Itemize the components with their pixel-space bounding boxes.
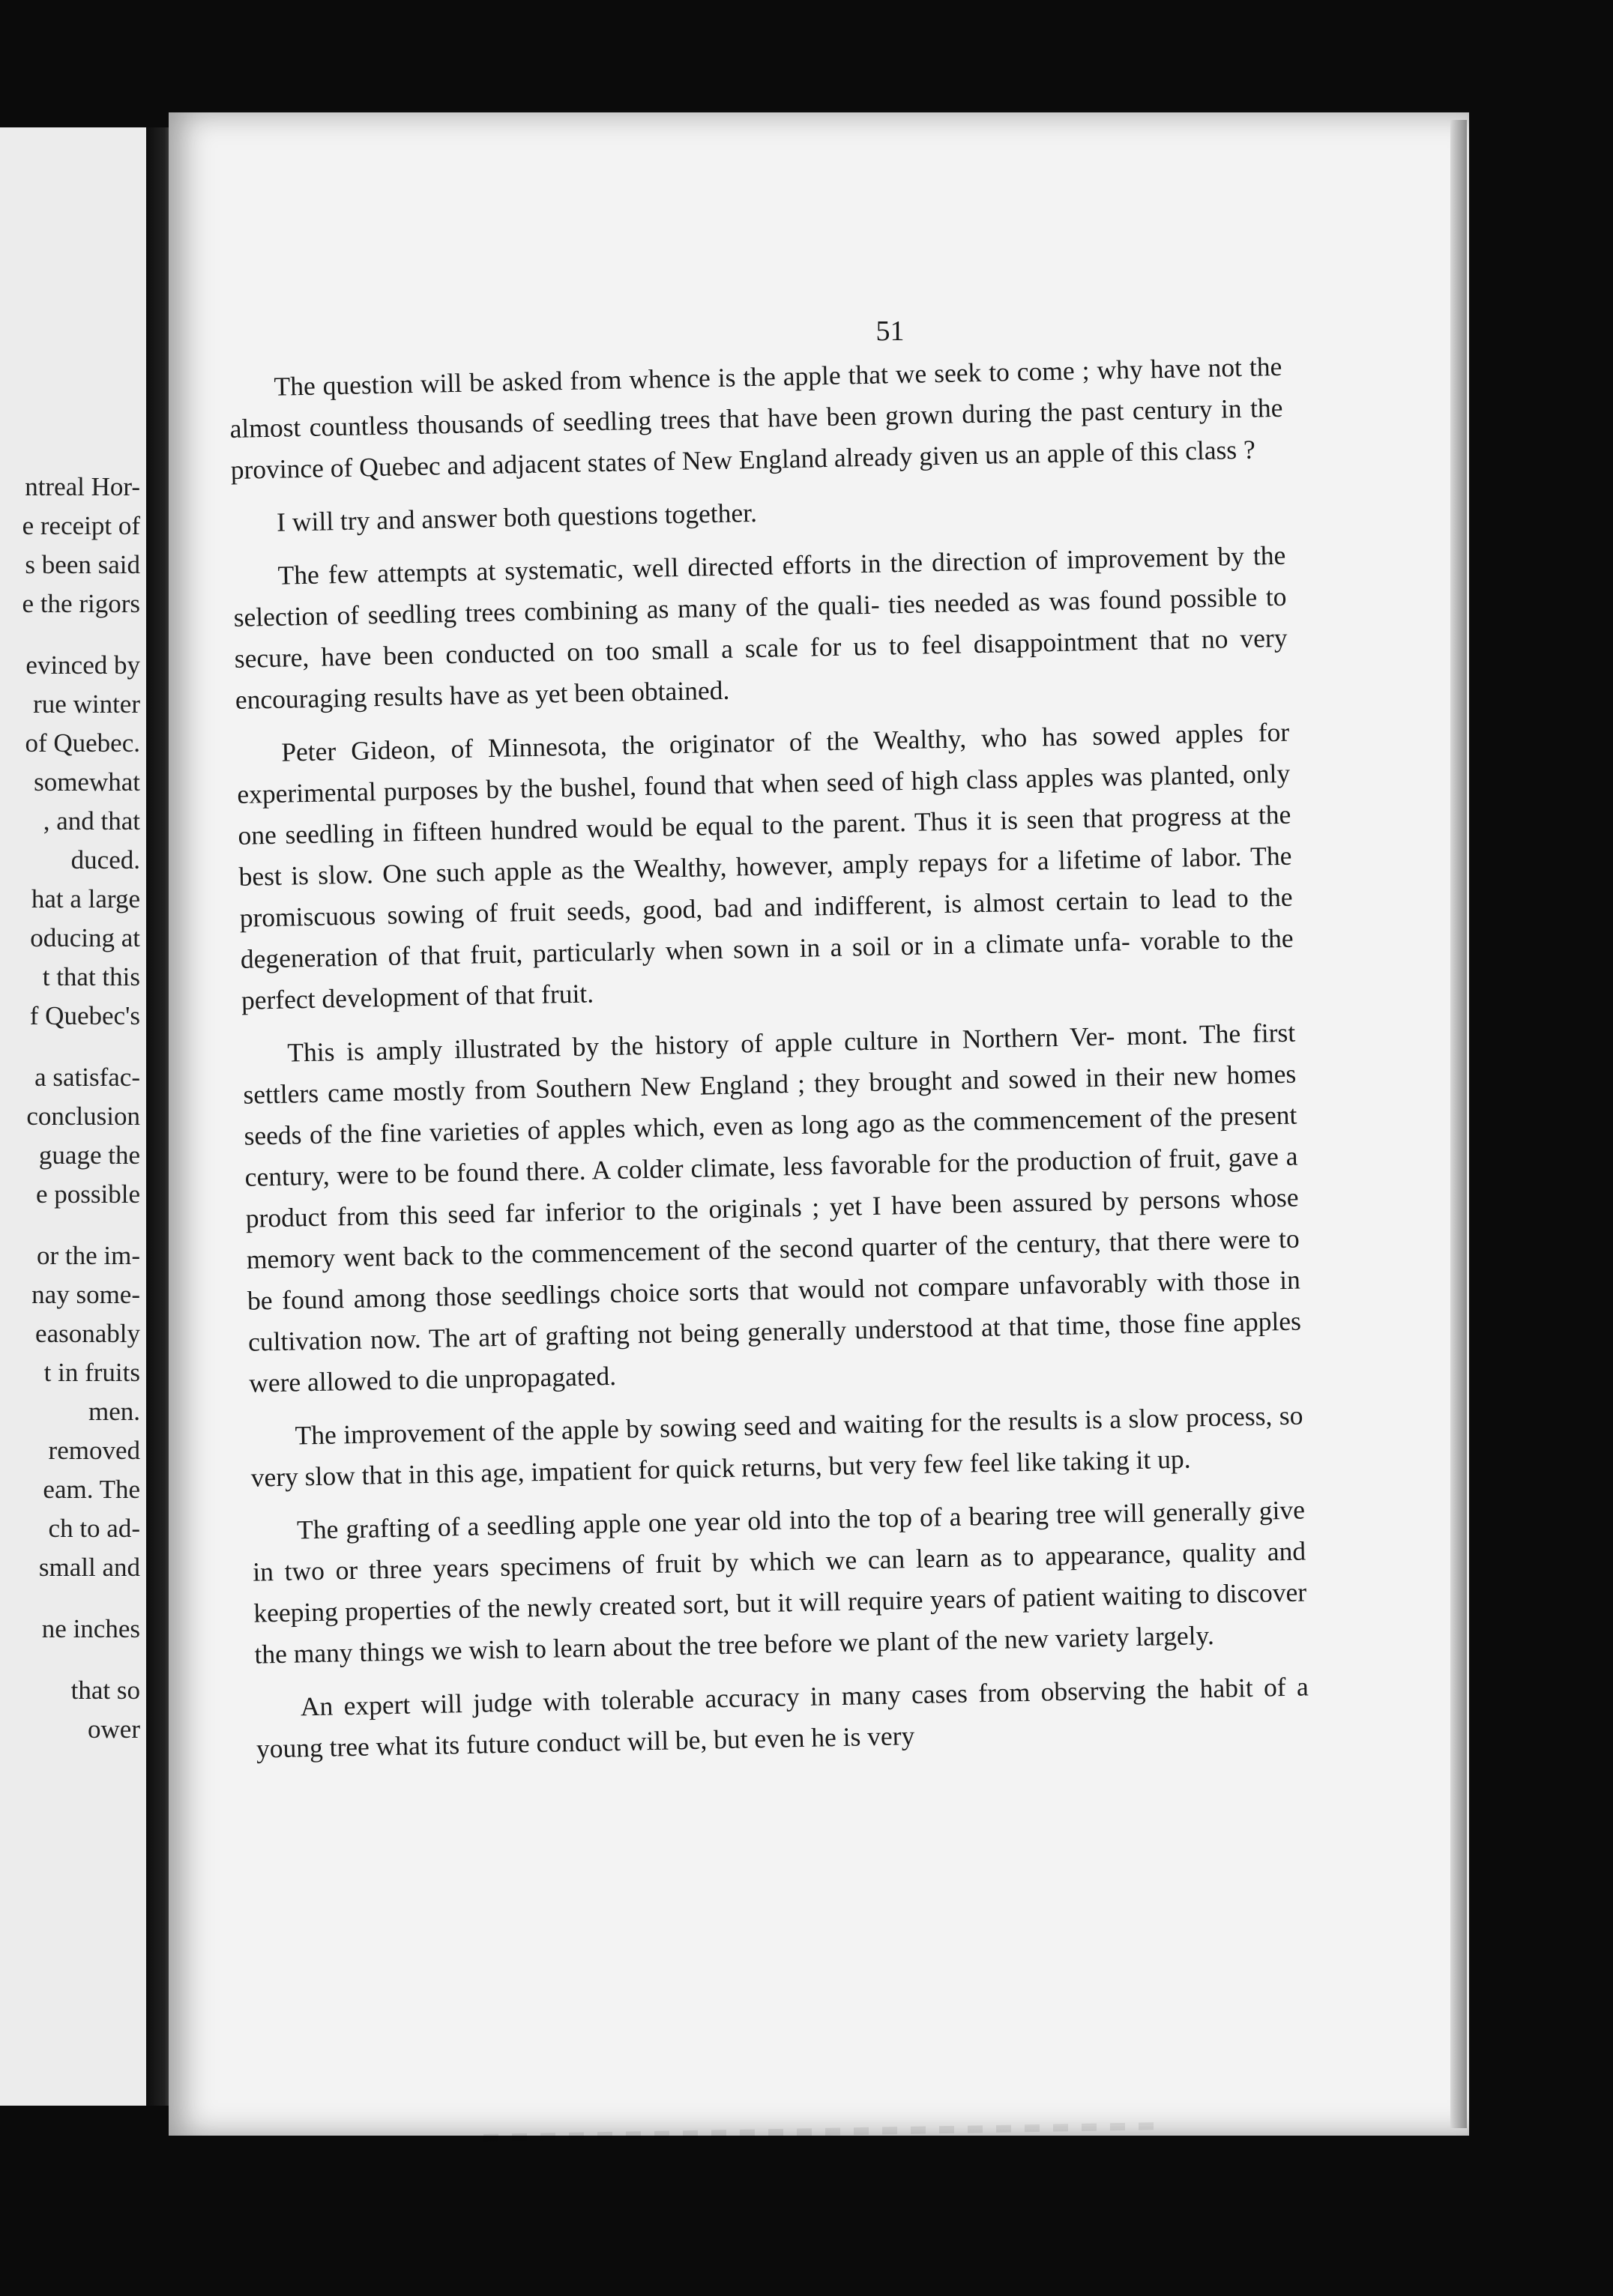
previous-page-line: conclusion bbox=[26, 1102, 140, 1131]
paragraph: The few attempts at systematic, well directed efforts in the direction of improvement by the selection of seedling trees combining as many of the quali- ties needed as was found possible to secure, have been conducted on too small a scale for us to feel disappointment that no very encouraging results have as yet been obtained. bbox=[233, 540, 1288, 715]
previous-page-line: nay some- bbox=[31, 1280, 140, 1309]
page-body bbox=[229, 346, 1309, 1770]
paragraph: The grafting of a seedling apple one year old into the top of a bearing tree will generally give in two or three years specimens of fruit by which we can learn as to appearance, quality and keeping properties of the newly created sort, but it will require years of patient waiting to discover the many things we wish to learn about the tree before we plant of the new variety largely. bbox=[252, 1494, 1307, 1670]
faint-bleedthrough bbox=[483, 2122, 1158, 2142]
previous-page-line: oducing at bbox=[30, 923, 140, 952]
previous-page-line: s been said bbox=[25, 550, 140, 579]
paragraph: Peter Gideon, of Minnesota, the originator of the Wealthy, who has sowed apples for experimental purposes by the bushel, found that when seed of high class apples was planted, only one seedling in fifteen hundred would be equal to the parent. Thus it is seen that progress at the best is slow. One such apple as the Wealthy, however, amply repays for a lifetime of labor. The promiscuous sowing of fruit seeds, good, bad and indifferent, is almost certain to lead to the degeneration of that fruit, particularly when sown in a soil or in a climate unfa- vorable to the perfect development of that fruit. bbox=[237, 716, 1294, 1015]
previous-page-line: ntreal Hor- bbox=[25, 472, 140, 501]
paragraph: An expert will judge with tolerable accuracy in many cases from observing the habit of a young tree what its future conduct will be, but even he is very bbox=[256, 1671, 1309, 1764]
previous-page-line: that so bbox=[70, 1676, 140, 1705]
previous-page-line: ower bbox=[88, 1715, 140, 1744]
previous-page-line: or the im- bbox=[36, 1241, 140, 1270]
page-edge bbox=[1450, 120, 1467, 2128]
previous-page-line: removed bbox=[48, 1436, 140, 1465]
paragraph: The improvement of the apple by sowing seed and waiting for the results is a slow process, so very slow that in this age, impatient for quick returns, but very few feel like taking it up. bbox=[250, 1400, 1303, 1493]
previous-page-line: eam. The bbox=[43, 1475, 140, 1504]
previous-page bbox=[0, 127, 154, 2106]
paragraph: This is amply illustrated by the history of apple culture in Northern Ver- mont. The first settlers came mostly from Southern New England ; they brought and sowed in their new homes seeds of the fine varieties of apples which, even as long ago as the commencement of the present century, were to be found there. A colder climate, less favorable for the production of fruit, gave a product from this seed far inferior to the originals ; yet I have been assured by persons whose memory went back to the commencement of the second quarter of the century, that there were to be found among those seedlings choice sorts that would not compare unfavorably with those in cultivation now. The art of grafting not being generally understood at that time, those fine apples were allowed to die unpropagated. bbox=[243, 1017, 1302, 1398]
previous-page-line: hat a large bbox=[31, 884, 140, 913]
paragraph: The question will be asked from whence is the apple that we seek to come ; why have not the almost countless thousands of seedling trees that have been grown during the past century in the province of Quebec and adjacent states of New England already given us an apple of this class ? bbox=[229, 351, 1283, 485]
previous-page-line: t in fruits bbox=[43, 1358, 140, 1387]
page bbox=[169, 112, 1469, 2136]
previous-page-line: a satisfac- bbox=[34, 1063, 140, 1092]
previous-page-line: e receipt of bbox=[22, 511, 140, 540]
previous-page-line: e possible bbox=[35, 1179, 140, 1209]
previous-page-line: somewhat bbox=[34, 767, 140, 797]
previous-page-line: , and that bbox=[43, 806, 140, 836]
previous-page-line: ch to ad- bbox=[48, 1514, 140, 1543]
previous-page-line: ne inches bbox=[41, 1614, 140, 1643]
previous-page-line: duced. bbox=[70, 845, 140, 874]
previous-page-line: men. bbox=[88, 1397, 140, 1426]
paragraph: I will try and answer both questions together. bbox=[276, 497, 758, 537]
previous-page-line: t that this bbox=[42, 962, 140, 991]
previous-page-line: guage the bbox=[38, 1141, 140, 1170]
previous-page-line: rue winter bbox=[33, 689, 140, 719]
previous-page-line: f Quebec's bbox=[29, 1001, 140, 1030]
previous-page-line: evinced by bbox=[25, 650, 140, 680]
page-number: 51 bbox=[875, 315, 905, 347]
previous-page-line: e the rigors bbox=[22, 589, 140, 618]
previous-page-line: easonably bbox=[35, 1319, 140, 1348]
previous-page-line: of Quebec. bbox=[25, 728, 140, 758]
previous-page-line: small and bbox=[38, 1553, 140, 1582]
